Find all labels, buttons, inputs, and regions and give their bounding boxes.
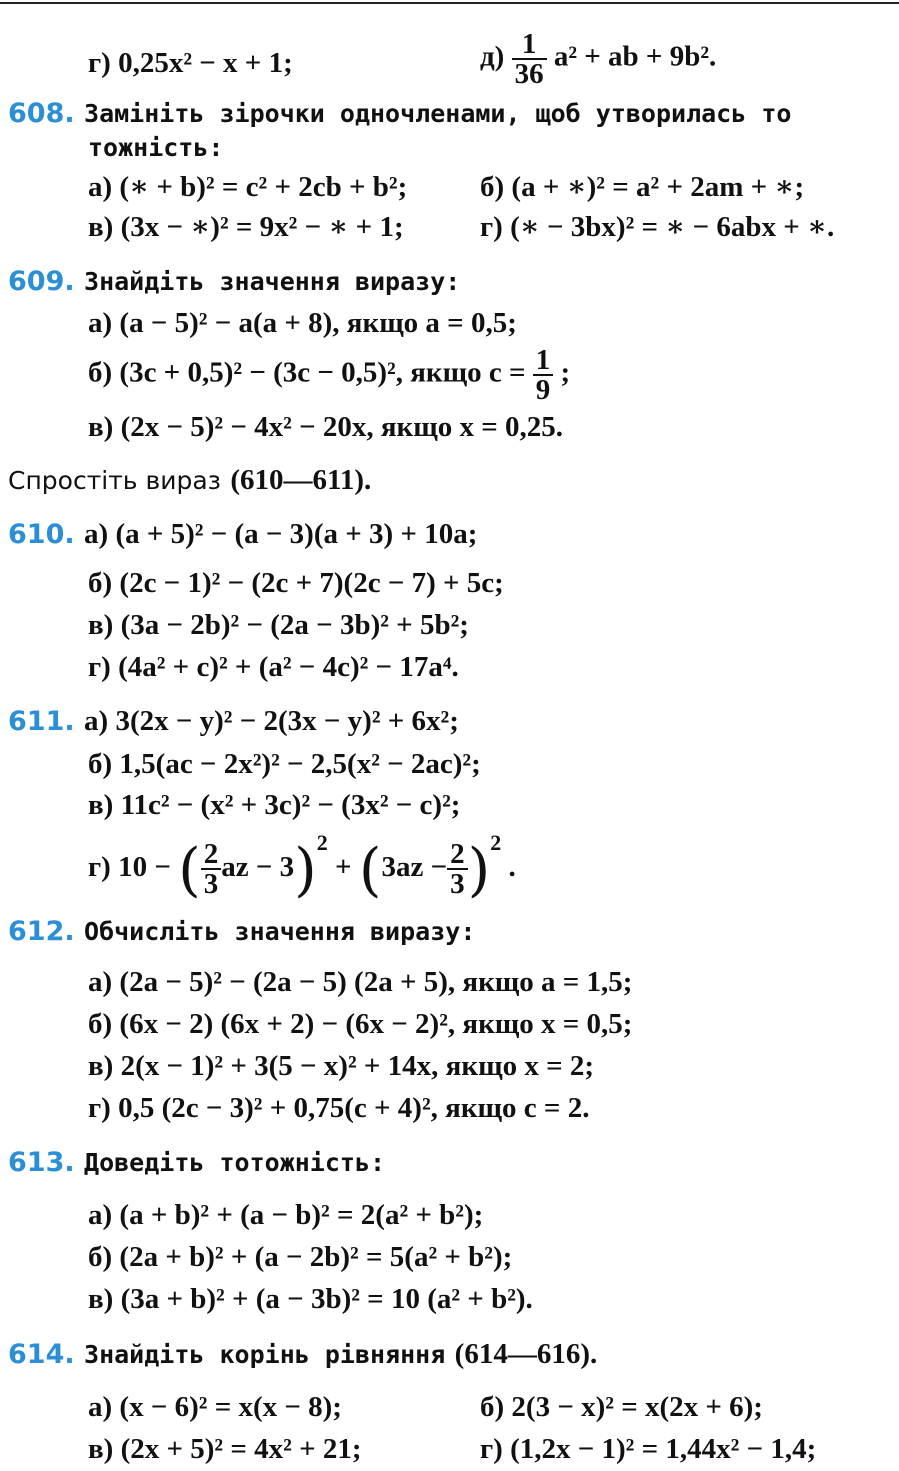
problem-614-header [8,1337,597,1372]
fraction-denominator: 3 [450,868,465,901]
fraction-denominator: 36 [514,58,544,90]
problem-613-b: б) (2a + b)² + (a − 2b)² = 5(a² + b²); [88,1241,513,1273]
problem-613-a: а) (a + b)² + (a − b)² = 2(a² + b²); [88,1199,484,1231]
problem-612-v: в) 2(x − 1)² + 3(5 − x)² + 14x, якщо x = 2; [88,1050,594,1082]
problem-609-a: а) (a − 5)² − a(a + 8), якщо a = 0,5; [88,307,517,339]
problem-611-b: б) 1,5(ac − 2x²)² − 2,5(x² − 2ac)²; [88,748,481,780]
problem-612-a: а) (2a − 5)² − (2a − 5) (2a + 5), якщо a = 1,5; [88,966,633,998]
problem-number: 613. [8,1147,75,1178]
problem-609-header [8,265,460,299]
problem-609-v: в) (2x − 5)² − 4x² − 20x, якщо x = 0,25. [88,411,564,443]
problem-number: 609. [8,266,75,297]
problem-611-a-row [8,704,459,739]
problem-612-b: б) (6x − 2) (6x + 2) − (6x − 2)², якщо x = 0,5; [88,1008,633,1040]
prev-item-d-label: д) [480,40,505,73]
problem-609-b-expr: б) (3c + 0,5)² − (3c − 0,5)², якщо c = [88,356,526,389]
problem-612-header [8,915,475,949]
fraction-numerator: 1 [533,346,554,376]
problem-608-g: г) (∗ − 3bx)² = ∗ − 6abx + ∗. [480,211,835,243]
plus-sign: + [335,851,352,883]
problem-611-g-fraction-1 [201,838,222,901]
simplify-range: (610—611). [230,464,372,496]
problem-610-a-row [8,517,477,552]
problem-range: (614—616). [454,1338,598,1370]
problem-608-v: в) (3x − ∗)² = 9x² − ∗ + 1; [88,211,404,243]
fraction-numerator: 2 [201,840,222,870]
problem-614-v: в) (2x + 5)² = 4x² + 21; [88,1433,362,1465]
prev-item-d-rest: a² + ab + 9b². [553,40,717,73]
problem-611-g-mid2: 3az − [381,851,448,883]
problem-609-b [88,346,570,404]
problem-608-title-cont: тожність: [88,133,224,162]
problem-613-v: в) (3a + b)² + (a − 3b)² = 10 (a² + b²). [88,1283,533,1315]
fraction-denominator: 3 [203,868,219,901]
top-rule [0,2,899,4]
problem-612-g: г) 0,5 (2c − 3)² + 0,75(c + 4)², якщо c = 2. [88,1092,590,1124]
problem-608-a: а) (∗ + b)² = c² + 2cb + b²; [88,171,408,203]
prev-item-d-fraction [512,30,547,88]
problem-610-a: а) (a + 5)² − (a − 3)(a + 3) + 10a; [84,518,478,550]
problem-title: Знайдіть значення виразу: [84,267,461,296]
problem-number: 614. [8,1339,75,1370]
problem-610-g: г) (4a² + c)² + (a² − 4c)² − 17a⁴. [88,651,459,683]
problem-611-g [88,830,516,903]
problem-609-b-end: ; [560,356,571,389]
problem-611-g-fraction-2 [447,838,468,901]
problem-613-header [8,1146,385,1180]
right-paren: ) [467,835,491,904]
problem-608-b: б) (a + ∗)² = a² + 2am + ∗; [480,171,805,203]
problem-610-b: б) (2c − 1)² − (2c + 7)(2c − 7) + 5c; [88,567,504,599]
fraction-numerator: 1 [512,30,547,60]
fraction-denominator: 9 [535,374,551,406]
problem-number: 610. [8,519,75,550]
exponent: 2 [316,830,328,855]
problem-611-a: а) 3(2x − y)² − 2(3x − y)² + 6x²; [84,705,459,737]
problem-title: Доведіть тотожність: [84,1148,386,1177]
problem-614-a: а) (x − 6)² = x(x − 8); [88,1391,342,1423]
fraction-numerator: 2 [447,840,468,870]
problem-title: Замініть зірочки одночленами, щоб утворилась то [84,99,792,128]
problem-609-b-fraction [533,346,554,404]
problem-title: Знайдіть корінь рівняння [84,1340,446,1369]
simplify-heading [8,463,371,498]
prev-item-g: г) 0,25x² − x + 1; [88,47,293,79]
left-paren: ( [358,835,382,904]
problem-611-g-start: г) 10 − [88,851,171,883]
problem-614-b: б) 2(3 − x)² = x(2x + 6); [480,1391,763,1423]
problem-611-g-end: . [508,851,516,883]
left-paren: ( [178,835,201,904]
problem-611-v: в) 11c² − (x² + 3c)² − (3x² − c)²; [88,789,461,821]
simplify-text: Спростіть вираз [8,466,221,495]
problem-number: 612. [8,916,75,947]
problem-608-header [8,97,791,131]
problem-611-g-mid1: az − 3 [221,851,295,883]
problem-number: 608. [8,98,75,129]
problem-610-v: в) (3a − 2b)² − (2a − 3b)² + 5b²; [88,609,469,641]
problem-number: 611. [8,706,75,737]
prev-item-d [480,30,716,88]
problem-614-g: г) (1,2x − 1)² = 1,44x² − 1,4; [480,1433,817,1465]
exponent: 2 [490,830,502,855]
right-paren: ) [294,835,317,904]
problem-title: Обчисліть значення виразу: [84,917,476,946]
